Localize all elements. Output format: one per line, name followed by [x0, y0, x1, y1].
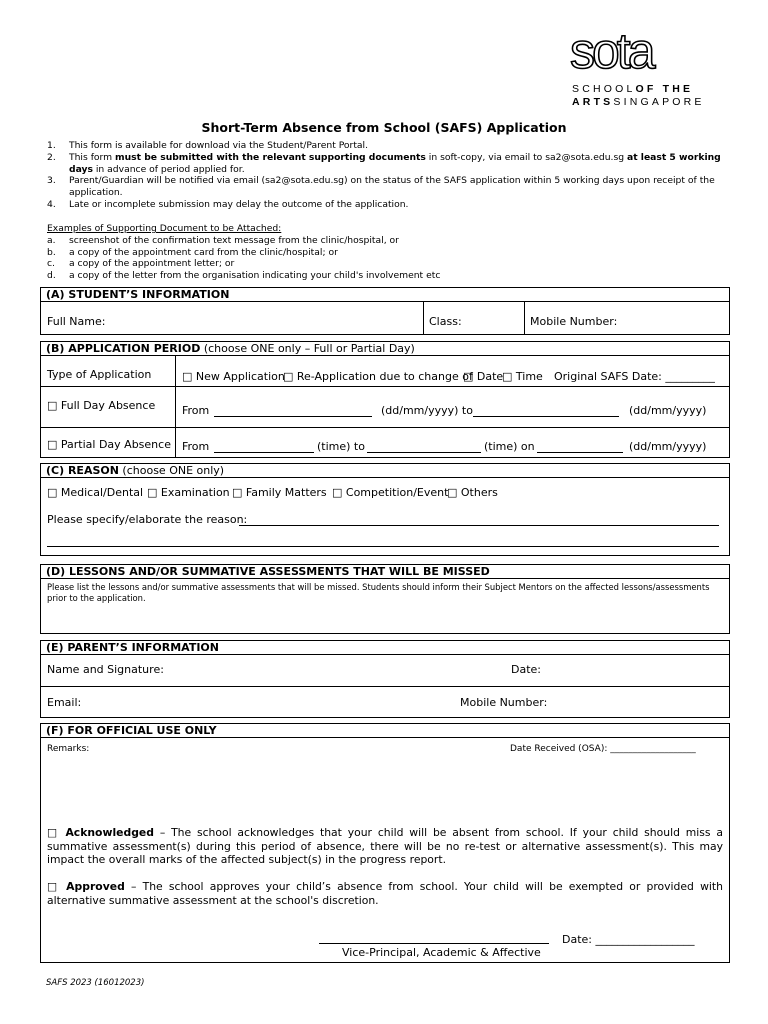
- partial-to-time-input[interactable]: [367, 440, 481, 453]
- section-f-official-use: [40, 723, 730, 963]
- section-a-student-info: [40, 287, 730, 335]
- approved-option[interactable]: □ Approved – The school approves your child’s absence from school. Your child will be exempted or provided with alternative summative assessment at the school's discretion.: [47, 880, 723, 907]
- specify-reason-input-line-2[interactable]: [47, 546, 719, 547]
- partial-from-time-input[interactable]: [214, 440, 314, 453]
- school-logo: [570, 23, 712, 112]
- list-item: 2. This form must be submitted with the relevant supporting documents in soft-copy, via email to sa2@sota.edu.sg at least 5 working days in advance of period applied for.: [47, 151, 721, 175]
- list-item: d. a copy of the letter from the organisation indicating your child's involvement etc: [47, 270, 441, 282]
- partial-day-absence-checkbox[interactable]: □ Partial Day Absence: [47, 438, 171, 451]
- logo-line-1: SCHOOLOF THE: [572, 83, 694, 95]
- section-b-header: (B) APPLICATION PERIOD (choose ONE only – Full or Partial Day): [41, 342, 729, 356]
- list-item: 4. Late or incomplete submission may delay the outcome of the application.: [47, 198, 409, 210]
- divider: [41, 386, 729, 387]
- reason-competition-checkbox[interactable]: □ Competition/Event: [332, 486, 449, 499]
- section-d-lessons-missed: [40, 564, 730, 634]
- partial-date-input[interactable]: [537, 440, 623, 453]
- type-of-application-label: Type of Application: [47, 368, 152, 381]
- date-received-field[interactable]: Date Received (OSA): ___________________: [510, 744, 696, 754]
- new-application-checkbox[interactable]: □ New Application: [182, 370, 285, 383]
- divider: [175, 356, 176, 458]
- partial-date-format-label: (dd/mm/yyyy): [629, 440, 707, 453]
- list-item: a. screenshot of the confirmation text message from the clinic/hospital, or: [47, 234, 399, 246]
- full-day-format-label: (dd/mm/yyyy): [629, 404, 707, 417]
- full-name-field[interactable]: Full Name:: [47, 315, 106, 328]
- section-e-parent-info: [40, 640, 730, 718]
- examples-heading: Examples of Supporting Document to be Attached:: [47, 223, 282, 234]
- official-date-field[interactable]: Date: __________________: [562, 933, 695, 946]
- list-item: c. a copy of the appointment letter; or: [47, 258, 235, 270]
- student-mobile-field[interactable]: Mobile Number:: [530, 315, 618, 328]
- divider: [41, 427, 729, 428]
- specify-reason-label: Please specify/elaborate the reason:: [47, 513, 248, 526]
- reason-examination-checkbox[interactable]: □ Examination: [147, 486, 230, 499]
- section-f-header: (F) FOR OFFICIAL USE ONLY: [41, 724, 729, 738]
- vice-principal-label: Vice-Principal, Academic & Affective: [342, 946, 541, 959]
- full-day-to-input[interactable]: [473, 404, 619, 417]
- parent-name-signature-field[interactable]: Name and Signature:: [47, 663, 164, 676]
- full-day-from-input[interactable]: [214, 404, 372, 417]
- full-day-absence-checkbox[interactable]: □ Full Day Absence: [47, 399, 156, 412]
- change-date-checkbox[interactable]: □ Date: [463, 370, 504, 383]
- original-safs-date-field[interactable]: Original SAFS Date: _________: [554, 370, 715, 383]
- specify-reason-input[interactable]: [239, 525, 719, 526]
- list-item: 3. Parent/Guardian will be notified via email (sa2@sota.edu.sg) on the status of the SAFS application within 5 working days upon receipt of the application.: [47, 175, 715, 199]
- reapplication-checkbox[interactable]: □ Re-Application due to change of: [283, 370, 473, 383]
- remarks-label: Remarks:: [47, 744, 90, 754]
- lessons-instructions: Please list the lessons and/or summative assessments that will be missed. Students should inform their Subject Mentors on the affected lessons/assessments prior to the application.: [47, 582, 710, 603]
- section-b-application-period: [40, 341, 730, 458]
- parent-email-field[interactable]: Email:: [47, 696, 82, 709]
- section-c-header: (C) REASON (choose ONE only): [41, 464, 729, 478]
- list-item: b. a copy of the appointment card from the clinic/hospital; or: [47, 246, 338, 258]
- section-e-header: (E) PARENT’S INFORMATION: [41, 641, 729, 655]
- parent-date-field[interactable]: Date:: [511, 663, 541, 676]
- lessons-missed-input[interactable]: [47, 605, 723, 631]
- full-day-from-label: From: [182, 404, 210, 417]
- section-a-header: (A) STUDENT’S INFORMATION: [41, 288, 729, 302]
- divider: [524, 302, 525, 335]
- reason-others-checkbox[interactable]: □ Others: [447, 486, 498, 499]
- partial-time-to-label: (time) to: [317, 440, 365, 453]
- examples-list: [47, 223, 722, 282]
- class-field[interactable]: Class:: [429, 315, 462, 328]
- reason-family-matters-checkbox[interactable]: □ Family Matters: [232, 486, 327, 499]
- signature-line[interactable]: [319, 943, 549, 944]
- logo-wordmark: sota: [570, 23, 653, 79]
- reason-medical-checkbox[interactable]: □ Medical/Dental: [47, 486, 144, 499]
- divider: [41, 686, 729, 687]
- list-item: 1. This form is available for download via the Student/Parent Portal.: [47, 140, 369, 151]
- section-c-reason: [40, 463, 730, 556]
- full-day-format-to-label: (dd/mm/yyyy) to: [381, 404, 473, 417]
- logo-line-2: ARTSSINGAPORE: [572, 96, 705, 108]
- form-title: Short-Term Absence from School (SAFS) Application: [201, 120, 567, 135]
- partial-day-from-label: From: [182, 440, 210, 453]
- partial-time-on-label: (time) on: [484, 440, 535, 453]
- change-time-checkbox[interactable]: □ Time: [502, 370, 543, 383]
- parent-mobile-field[interactable]: Mobile Number:: [460, 696, 548, 709]
- section-d-header: (D) LESSONS AND/OR SUMMATIVE ASSESSMENTS THAT WILL BE MISSED: [41, 565, 729, 579]
- instructions-list: [47, 140, 722, 211]
- form-version-footer: SAFS 2023 (16012023): [46, 978, 145, 988]
- divider: [423, 302, 424, 335]
- acknowledged-option[interactable]: □ Acknowledged – The school acknowledges that your child will be absent from school. If your child should miss a summative assessment(s) during this period of absence, there will be no re-test or alternative assessment(s). This may impact the overall marks of the affected subject(s) in the progress report.: [47, 826, 723, 866]
